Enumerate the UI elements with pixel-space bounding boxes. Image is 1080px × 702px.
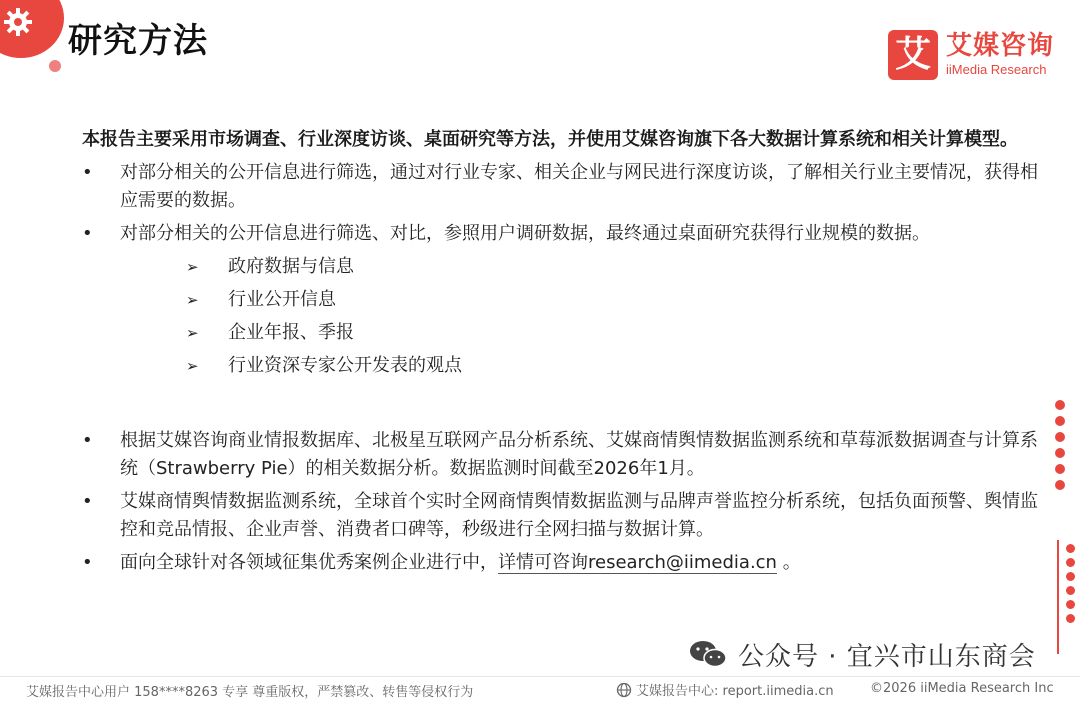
list-item-suffix: 。 bbox=[776, 552, 801, 573]
decorative-dot bbox=[1055, 448, 1065, 458]
decorative-dot bbox=[49, 60, 61, 72]
list-item-text: 根据艾媒咨询商业情报数据库、北极星互联网产品分析系统、艾媒商情舆情数据监测系统和草莓派数据调查与计算系统（Strawberry Pie）的相关数据分析。数据监测时间截至2026年1月。 bbox=[120, 430, 1038, 479]
watermark-text: 公众号 · 宜兴市山东商会 bbox=[738, 641, 1036, 672]
bullet-dot: • bbox=[82, 552, 93, 573]
sub-list-item-text: 政府数据与信息 bbox=[228, 256, 354, 277]
list-item bbox=[82, 427, 1042, 483]
bullet-dot: • bbox=[82, 223, 93, 244]
bullet-dot: • bbox=[82, 491, 93, 512]
decorative-dot bbox=[1066, 558, 1075, 567]
intro-paragraph: 本报告主要采用市场调查、行业深度访谈、桌面研究等方法，并使用艾媒咨询旗下各大数据计算系统和相关计算模型。 bbox=[82, 129, 1018, 150]
logo-name-en: iiMedia Research bbox=[946, 62, 1047, 77]
sub-list-item-text: 企业年报、季报 bbox=[228, 322, 354, 343]
footer-site bbox=[616, 680, 834, 699]
globe-icon bbox=[616, 682, 632, 698]
list-item-prefix: 面向全球针对各领域征集优秀案例企业进行中， bbox=[120, 552, 498, 573]
sub-list-item bbox=[82, 253, 1042, 281]
list-item-text: 对部分相关的公开信息进行筛选，通过对行业专家、相关企业与网民进行深度访谈，了解相关行业主要情况，获得相应需要的数据。 bbox=[120, 162, 1038, 211]
footer-divider bbox=[0, 676, 1080, 677]
bullet-dot: • bbox=[82, 430, 93, 451]
arrow-icon: ➢ bbox=[186, 324, 199, 342]
sub-list-item bbox=[82, 319, 1042, 347]
decorative-dot bbox=[1055, 480, 1065, 490]
method-content bbox=[82, 126, 1042, 577]
decorative-dot bbox=[1055, 464, 1065, 474]
arrow-icon: ➢ bbox=[186, 291, 199, 309]
list-item bbox=[82, 488, 1042, 544]
sub-list-item-text: 行业公开信息 bbox=[228, 289, 336, 310]
list-item-text: 对部分相关的公开信息进行筛选、对比，参照用户调研数据，最终通过桌面研究获得行业规模的数据。 bbox=[120, 223, 930, 244]
decorative-dot bbox=[1066, 572, 1075, 581]
list-item-text: 艾媒商情舆情数据监测系统，全球首个实时全网商情舆情数据监测与品牌声誉监控分析系统，包括负面预警、舆情监控和竞品情报、企业声誉、消费者口碑等，秒级进行全网扫描与数据计算。 bbox=[120, 491, 1038, 540]
bullet-dot: • bbox=[82, 162, 93, 183]
sub-list-item-text: 行业资深专家公开发表的观点 bbox=[228, 355, 462, 376]
decorative-dot bbox=[1055, 400, 1065, 410]
spacer bbox=[82, 380, 1042, 422]
sub-list-item bbox=[82, 352, 1042, 380]
decorative-dots bbox=[1063, 544, 1077, 628]
list-item bbox=[82, 549, 1042, 577]
logo-mark: 艾 bbox=[888, 30, 938, 80]
gear-icon bbox=[2, 6, 34, 38]
decorative-dot bbox=[1066, 600, 1075, 609]
wechat-icon bbox=[688, 639, 728, 669]
logo-name-cn: 艾媒咨询 bbox=[946, 31, 1055, 61]
decorative-dots bbox=[1053, 400, 1067, 496]
list-item bbox=[82, 159, 1042, 215]
decorative-line bbox=[1057, 540, 1059, 654]
decorative-dot bbox=[1066, 586, 1075, 595]
brand-logo bbox=[888, 30, 1068, 82]
contact-email-link[interactable]: 详情可咨询research@iimedia.cn bbox=[498, 552, 777, 573]
list-item bbox=[82, 220, 1042, 248]
arrow-icon: ➢ bbox=[186, 357, 199, 375]
page-title: 研究方法 bbox=[68, 21, 208, 61]
decorative-dot bbox=[1066, 544, 1075, 553]
footer-copyright-notice: 艾媒报告中心用户 158****8263 专享 尊重版权，严禁篡改、转售等侵权行为 bbox=[26, 685, 474, 700]
decorative-dot bbox=[1055, 416, 1065, 426]
wechat-watermark bbox=[688, 634, 1036, 674]
arrow-icon: ➢ bbox=[186, 258, 199, 276]
footer-copyright: ©2026 iiMedia Research Inc bbox=[870, 681, 1054, 696]
footer-site-text[interactable]: 艾媒报告中心: report.iimedia.cn bbox=[636, 684, 834, 699]
decorative-dot bbox=[1066, 614, 1075, 623]
decorative-dot bbox=[1055, 432, 1065, 442]
sub-list-item bbox=[82, 286, 1042, 314]
